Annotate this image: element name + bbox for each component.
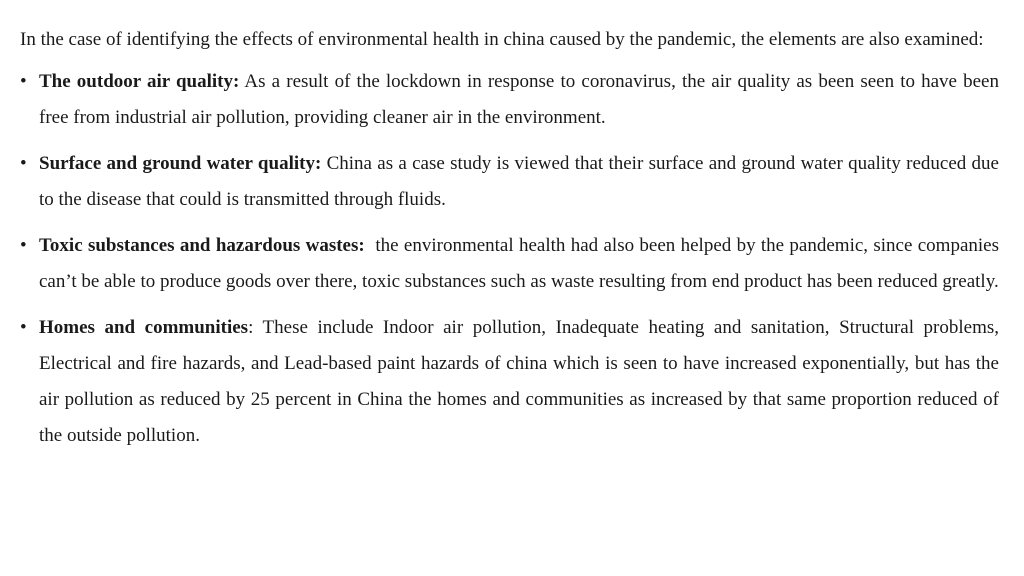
list-item (20, 310, 999, 454)
bullet-term: Surface and ground water quality: (39, 153, 322, 174)
bullet-text: China as a case study is viewed that their surface and ground water quality reduced due to the disease that could is transmitted through fluids. (39, 153, 999, 210)
bullet-icon: • (20, 317, 27, 338)
bullet-text: As a result of the lockdown in response to coronavirus, the air quality as been seen to have been free from industrial air pollution, providing cleaner air in the environment. (39, 71, 999, 128)
list-item (20, 146, 999, 218)
list-item (20, 64, 999, 136)
slide-content (20, 22, 1004, 464)
bullet-icon: • (20, 71, 27, 92)
bullet-list (20, 64, 1004, 454)
intro-paragraph: In the case of identifying the effects of environmental health in china caused by the pandemic, the elements are also examined: (20, 29, 984, 50)
bullet-icon: • (20, 153, 27, 174)
bullet-term: The outdoor air quality: (39, 71, 240, 92)
bullet-text: the environmental health had also been helped by the pandemic, since companies can’t be able to produce goods over there, toxic substances such as waste resulting from end product has been reduced greatly. (39, 235, 1004, 292)
list-item (20, 228, 1004, 300)
bullet-icon: • (20, 235, 27, 256)
bullet-term: Toxic substances and hazardous wastes: (39, 235, 365, 256)
bullet-text: : These include Indoor air pollution, Inadequate heating and sanitation, Structural problems, Electrical and fire hazards, and Lead-based paint hazards of china which is seen to have increased exponentially, but has the air pollution as reduced by 25 percent in China the homes and communities as increased by that same proportion reduced of the outside pollution. (39, 317, 999, 446)
bullet-term: Homes and communities (39, 317, 249, 338)
